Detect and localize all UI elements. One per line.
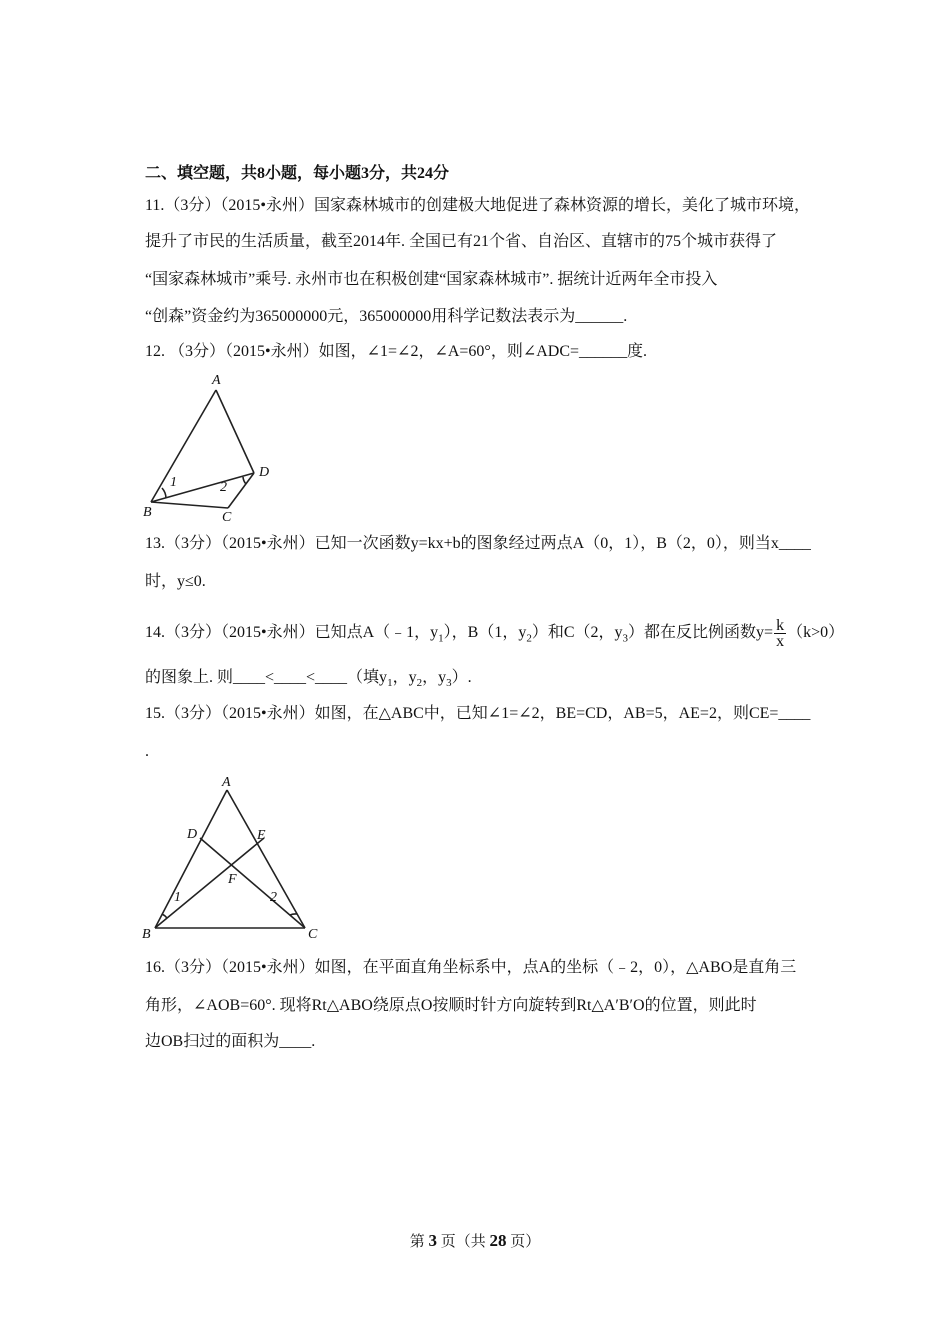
fraction-k-over-x: $\frac{k}{x}$ — [776, 617, 785, 650]
q13-line-2: 时，y≤0. — [145, 573, 206, 590]
q12-triangle-diagram — [140, 370, 280, 525]
q12-figure — [140, 370, 280, 525]
edge-ad — [216, 390, 254, 473]
q16-line-2: 角形，∠AOB=60°. 现将Rt△ABO绕原点O按顺时针方向旋转到Rt△A′B′O的位置，则此时 — [145, 997, 757, 1014]
q13-line-1: 13.（3分）（2015•永州）已知一次函数y=kx+b的图象经过两点A（0，1），B（2，0），则当x____ — [145, 535, 811, 552]
angle-2-arc — [290, 914, 297, 915]
q16-line-3: 边OB扫过的面积为____. — [145, 1033, 316, 1050]
total-page-number: 28 — [489, 1231, 507, 1250]
label-d: D — [187, 827, 198, 842]
q15-line-1: 15.（3分）（2015•永州）如图，在△ABC中，已知∠1=∠2，BE=CD，AB=5，AE=2，则CE=____ — [145, 705, 811, 722]
label-f: F — [228, 872, 237, 887]
q14-line-2: 的图象上. 则____<____<____（填$y_1$，$y_2$，$y_3$）. — [145, 669, 472, 690]
page-footer: 第 3 页（共 28 页） — [409, 1231, 541, 1250]
edge-bc — [151, 502, 228, 508]
label-c: C — [308, 927, 318, 942]
angle-2-arc — [243, 477, 246, 484]
current-page-number: 3 — [428, 1231, 437, 1250]
label-a: A — [222, 775, 231, 790]
q15-triangle-diagram — [140, 772, 330, 947]
label-1: 1 — [170, 475, 177, 490]
q14-line-1: 14.（3分）（2015•永州）已知点A（﹣1，$y_1$），B（1，$y_2$）和C（2，$y_3$）都在反比例函数y= $\frac{k}{x}$ （k>0） — [145, 617, 845, 650]
segment-cd — [200, 838, 305, 928]
q12-line-1: 12. （3分）（2015•永州）如图，∠1=∠2，∠A=60°，则∠ADC=______度. — [145, 343, 648, 360]
angle-1-arc — [162, 914, 167, 918]
edge-ab — [151, 390, 216, 502]
label-e: E — [257, 828, 266, 843]
label-1: 1 — [174, 890, 181, 905]
q11-line-3: “国家森林城市”乘号. 永州市也在积极创建“国家森林城市”. 据统计近两年全市投入 — [145, 271, 718, 288]
segment-be — [155, 838, 264, 928]
q16-line-1: 16.（3分）（2015•永州）如图，在平面直角坐标系中，点A的坐标（﹣2，0），△ABO是直角三 — [145, 959, 797, 976]
edge-ab — [155, 790, 227, 928]
q11-line-4: “创森”资金约为365000000元，365000000用科学记数法表示为______. — [145, 308, 628, 325]
q11-line-2: 提升了市民的生活质量，截至2014年. 全国已有21个省、自治区、直辖市的75个城市获得了 — [145, 233, 778, 250]
label-c: C — [222, 510, 232, 525]
q15-figure — [140, 772, 330, 947]
q15-line-2: . — [145, 743, 149, 760]
edge-cd — [228, 473, 254, 508]
label-b: B — [142, 927, 151, 942]
label-2: 2 — [270, 890, 277, 905]
section-title: 二、填空题，共8小题，每小题3分，共24分 — [145, 165, 450, 182]
label-2: 2 — [220, 480, 227, 495]
label-b: B — [143, 505, 152, 520]
label-a: A — [212, 373, 221, 388]
angle-1-arc — [162, 488, 166, 498]
q11-line-1: 11.（3分）（2015•永州）国家森林城市的创建极大地促进了森林资源的增长，美化了城市环境， — [145, 197, 811, 214]
label-d: D — [259, 465, 270, 480]
